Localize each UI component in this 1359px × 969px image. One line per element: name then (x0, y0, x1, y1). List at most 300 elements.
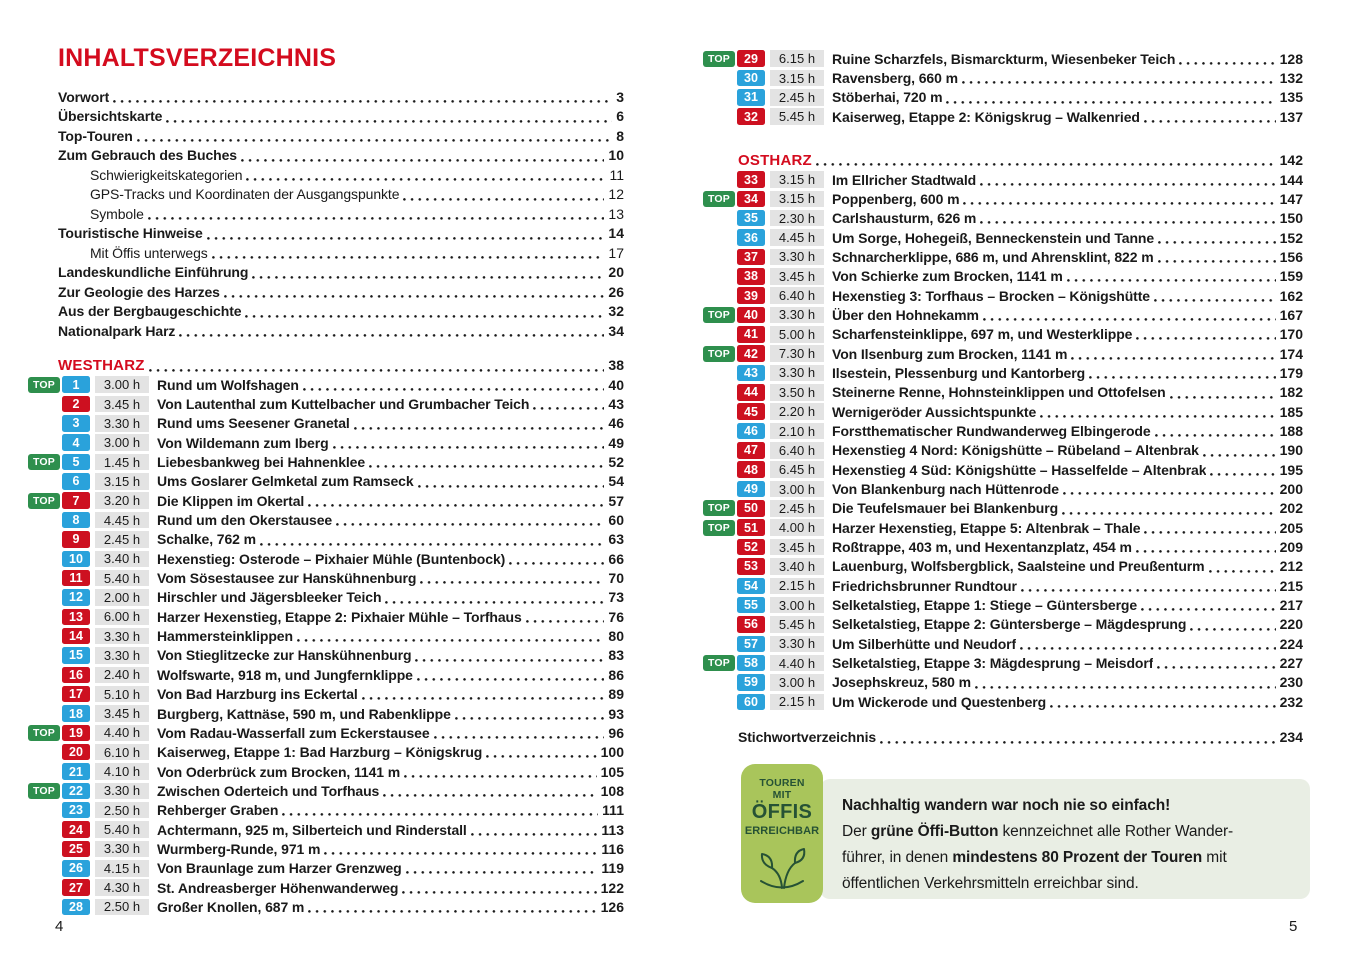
tour-duration: 4.45 h (770, 229, 824, 246)
tour-page-number: 209 (1279, 539, 1303, 556)
dot-leader (524, 607, 605, 626)
dot-leader (401, 185, 604, 205)
dot-leader (1152, 286, 1276, 305)
tour-number-badge: 26 (62, 860, 90, 877)
tour-number-badge: 31 (737, 89, 765, 106)
tour-number-badge: 28 (62, 899, 90, 916)
dot-leader (1139, 595, 1276, 614)
toc-entry-label: Nationalpark Harz (58, 322, 176, 339)
dot-leader (1155, 653, 1275, 672)
tour-duration: 2.10 h (770, 423, 824, 440)
tour-number-badge: 8 (62, 512, 90, 529)
tour-page-number: 96 (608, 724, 624, 741)
tour-duration: 3.15 h (770, 70, 824, 87)
dot-leader (1168, 383, 1276, 402)
tour-page-number: 232 (1279, 693, 1303, 710)
tour-title: Stöberhai, 720 m (832, 89, 943, 106)
offis-text (842, 793, 1292, 897)
tour-title: Ilsestein, Plessenburg und Kantorberg (832, 364, 1086, 381)
section-page-number: 38 (608, 357, 624, 374)
tour-number-badge: 14 (62, 628, 90, 645)
section-header (738, 150, 1303, 170)
tour-number-badge: 48 (737, 461, 765, 478)
toc-entry-page-number: 11 (609, 166, 624, 183)
tour-duration: 3.30 h (770, 365, 824, 382)
tour-title: Rund um Wolfshagen (157, 376, 299, 393)
tour-number-badge: 9 (62, 531, 90, 548)
tour-title: Hirschler und Jägersbleeker Teich (157, 589, 382, 606)
toc-entry-row (58, 126, 624, 146)
tour-number-badge: 5 (62, 454, 90, 471)
tour-number-badge: 49 (737, 481, 765, 498)
dot-leader (177, 321, 604, 341)
section-header (58, 356, 624, 376)
dot-leader (301, 375, 605, 394)
top-badge-slot (703, 655, 737, 671)
tour-number-badge: 42 (737, 345, 765, 362)
tour-duration: 4.15 h (95, 860, 149, 877)
tour-number-badge: 37 (737, 249, 765, 266)
tour-duration: 2.30 h (770, 210, 824, 227)
tour-page-number: 162 (1279, 287, 1303, 304)
tour-title: Um Silberhütte und Neudorf (832, 635, 1017, 652)
toc-tour-row (703, 170, 1303, 189)
dot-leader (383, 588, 604, 607)
toc-entry-row (58, 185, 624, 205)
dot-leader (1087, 363, 1276, 382)
toc-tour-row (28, 878, 624, 897)
tour-number-badge: 60 (737, 694, 765, 711)
tour-title: St. Andreasberger Höhenwanderweg (157, 879, 399, 896)
tour-number-badge: 12 (62, 589, 90, 606)
index-entry-row (703, 728, 1303, 748)
tour-page-number: 152 (1279, 229, 1303, 246)
tour-number-badge: 22 (62, 783, 90, 800)
top-badge: TOP (703, 655, 735, 671)
tour-page-number: 150 (1279, 210, 1303, 227)
tour-page-number: 86 (608, 666, 624, 683)
dot-leader (1038, 402, 1276, 421)
offis-badge-line: ÖFFIS (751, 801, 813, 823)
tour-duration: 5.00 h (770, 326, 824, 343)
tour-title: Von Lautenthal zum Kuttelbacher und Grumbacher Teich (157, 396, 530, 413)
tour-number-badge: 50 (737, 500, 765, 517)
tour-title: Harzer Hexenstieg, Etappe 5: Altenbrak – Thale (832, 519, 1141, 536)
tour-title: Harzer Hexenstieg, Etappe 2: Pixhaier Mühle – Torfhaus (157, 608, 522, 625)
tour-number-badge: 34 (737, 191, 765, 208)
tour-number-badge: 57 (737, 636, 765, 653)
dot-leader (973, 673, 1276, 692)
toc-tour-row (28, 685, 624, 704)
tour-page-number: 195 (1279, 461, 1303, 478)
tour-title: Liebesbankweg bei Hahnenklee (157, 454, 366, 471)
tour-duration: 3.15 h (95, 473, 149, 490)
tour-page-number: 167 (1279, 306, 1303, 323)
tour-page-number: 159 (1279, 268, 1303, 285)
dot-leader (1060, 499, 1276, 518)
tour-page-number: 128 (1279, 50, 1303, 67)
offis-text-segment: öffentlichen Verkehrsmitteln erreichbar sind. (842, 875, 1139, 892)
toc-tour-row (703, 634, 1303, 653)
toc-tour-row (28, 897, 624, 916)
toc-entry-label: Vorwort (58, 88, 110, 105)
top-badge: TOP (28, 454, 60, 470)
dot-leader (1153, 421, 1276, 440)
toc-tour-row (703, 576, 1303, 595)
dot-leader (243, 302, 604, 322)
toc-tour-row (703, 363, 1303, 382)
offis-text-bold: grüne Öffi-Button (870, 823, 999, 840)
dot-leader (404, 859, 598, 878)
tour-page-number: 188 (1279, 423, 1303, 440)
toc-tour-row (703, 692, 1303, 711)
tour-duration: 2.15 h (770, 578, 824, 595)
tour-number-badge: 23 (62, 802, 90, 819)
tour-duration: 5.40 h (95, 821, 149, 838)
section-title: WESTHARZ (58, 356, 145, 374)
tour-duration: 3.30 h (95, 783, 149, 800)
top-badge-slot (703, 346, 737, 362)
toc-entry-row (58, 243, 624, 263)
dot-leader (1065, 267, 1276, 286)
toc-tour-row (28, 839, 624, 858)
tour-number-badge: 41 (737, 326, 765, 343)
tour-number-badge: 38 (737, 268, 765, 285)
tour-page-number: 202 (1279, 500, 1303, 517)
toc-tour-row (28, 472, 624, 491)
toc-entry-page-number: 8 (616, 127, 624, 144)
toc-tour-row (28, 452, 624, 471)
dot-leader (432, 723, 605, 742)
top-badge-slot (703, 191, 737, 207)
tour-duration: 3.15 h (770, 191, 824, 208)
tour-number-badge: 32 (737, 108, 765, 125)
tour-page-number: 182 (1279, 384, 1303, 401)
tour-duration: 4.00 h (770, 519, 824, 536)
tour-duration: 6.00 h (95, 609, 149, 626)
westharz-tour-list-continued (703, 49, 1303, 126)
toc-entry-page-number: 3 (616, 88, 624, 105)
tour-page-number: 60 (608, 512, 624, 529)
dot-leader (352, 414, 605, 433)
dot-leader (258, 530, 604, 549)
tour-duration: 3.00 h (95, 376, 149, 393)
tour-duration: 4.10 h (95, 763, 149, 780)
tour-number-badge: 58 (737, 655, 765, 672)
tour-title: Wolfswarte, 918 m, und Jungfernklippe (157, 666, 413, 683)
toc-tour-row (703, 88, 1303, 107)
toc-entry-label: Schwierigkeitskategorien (90, 166, 243, 183)
tour-duration: 3.30 h (95, 628, 149, 645)
toc-entry-label: Übersichtskarte (58, 108, 163, 125)
tour-duration: 2.45 h (95, 531, 149, 548)
tour-page-number: 73 (608, 589, 624, 606)
tour-page-number: 54 (608, 473, 624, 490)
tour-duration: 6.45 h (770, 461, 824, 478)
tour-page-number: 217 (1279, 597, 1303, 614)
toc-tour-row (28, 530, 624, 549)
tour-title: Vom Sösestausee zur Hanskühnenburg (157, 570, 417, 587)
top-badge-slot (28, 725, 62, 741)
toc-entry-label: Symbole (90, 205, 144, 222)
tour-title: Hexenstieg: Osterode – Pixhaier Mühle (Buntenbock) (157, 550, 506, 567)
toc-entry-page-number: 26 (608, 283, 624, 300)
dot-leader (415, 665, 605, 684)
toc-tour-row (703, 286, 1303, 305)
toc-entry-row (58, 224, 624, 244)
dot-leader (1208, 460, 1275, 479)
tour-title: Ravensberg, 660 m (832, 70, 958, 87)
offis-info-box (820, 779, 1310, 899)
toc-tour-row (703, 557, 1303, 576)
tour-title: Josephskreuz, 580 m (832, 674, 971, 691)
dot-leader (469, 820, 598, 839)
dot-leader (111, 87, 612, 107)
toc-tour-row (28, 820, 624, 839)
dot-leader (961, 189, 1275, 208)
toc-tour-row (703, 537, 1303, 556)
tour-title: Achtermann, 925 m, Silberteich und Rinderstall (157, 821, 467, 838)
tour-title: Im Ellricher Stadtwald (832, 171, 977, 188)
top-badge: TOP (28, 493, 60, 509)
toc-tour-row (703, 518, 1303, 537)
toc-entry-row (58, 146, 624, 166)
tour-number-badge: 35 (737, 210, 765, 227)
tour-page-number: 49 (608, 434, 624, 451)
tour-title: Von Stieglitzecke zur Hanskühnenburg (157, 647, 412, 664)
left-page-number: 4 (55, 918, 64, 935)
toc-entry-page-number: 20 (608, 264, 624, 281)
tour-page-number: 105 (600, 763, 624, 780)
toc-tour-row (703, 325, 1303, 344)
dot-leader (400, 878, 596, 897)
tour-duration: 3.30 h (95, 415, 149, 432)
tour-title: Großer Knollen, 687 m (157, 898, 305, 915)
tour-page-number: 46 (608, 415, 624, 432)
tour-duration: 2.20 h (770, 403, 824, 420)
toc-tour-row (703, 228, 1303, 247)
tour-page-number: 89 (608, 686, 624, 703)
toc-tour-row (28, 414, 624, 433)
page-title: INHALTSVERZEICHNIS (58, 44, 337, 72)
toc-entry-page-number: 13 (608, 205, 624, 222)
tour-title: Um Sorge, Hohegeiß, Benneckenstein und Tanne (832, 229, 1155, 246)
tour-number-badge: 1 (62, 376, 90, 393)
tour-duration: 6.10 h (95, 744, 149, 761)
tour-page-number: 116 (601, 840, 624, 857)
tour-title: Selketalstieg, Etappe 3: Mägdesprung – Meisdorf (832, 655, 1154, 672)
top-badge: TOP (28, 783, 60, 799)
top-badge: TOP (703, 307, 735, 323)
tour-duration: 4.40 h (95, 725, 149, 742)
tour-duration: 3.45 h (770, 539, 824, 556)
dot-leader (531, 394, 604, 413)
tour-number-badge: 18 (62, 705, 90, 722)
tour-duration: 3.45 h (95, 705, 149, 722)
tour-number-badge: 10 (62, 551, 90, 568)
toc-tour-row (28, 588, 624, 607)
offis-text-bold: mindestens 80 Prozent der Touren (952, 849, 1203, 866)
tour-page-number: 76 (608, 608, 624, 625)
tour-number-badge: 45 (737, 403, 765, 420)
dot-leader (1156, 228, 1276, 247)
dot-leader (1201, 441, 1276, 460)
top-badge: TOP (703, 520, 735, 536)
tour-title: Ums Goslarer Gelmketal zum Ramseck (157, 473, 414, 490)
tour-duration: 3.30 h (95, 647, 149, 664)
tour-number-badge: 51 (737, 519, 765, 536)
tour-page-number: 57 (608, 492, 624, 509)
tour-duration: 2.45 h (770, 500, 824, 517)
tour-duration: 3.30 h (770, 636, 824, 653)
tour-page-number: 52 (608, 454, 624, 471)
tour-title: Lauenburg, Wolfsbergblick, Saalsteine und Preußenturm (832, 558, 1205, 575)
tour-page-number: 100 (600, 744, 624, 761)
dot-leader (367, 452, 604, 471)
tour-number-badge: 43 (737, 365, 765, 382)
tour-title: Kaiserweg, Etappe 1: Bad Harzburg – Königskrug (157, 744, 483, 761)
tour-number-badge: 15 (62, 647, 90, 664)
dot-leader (306, 491, 604, 510)
top-badge-slot (28, 377, 62, 393)
tour-page-number: 174 (1279, 345, 1303, 362)
toc-tour-row (703, 402, 1303, 421)
toc-tour-row (28, 626, 624, 645)
tour-page-number: 83 (608, 647, 624, 664)
tour-page-number: 224 (1279, 635, 1303, 652)
dot-leader (244, 165, 605, 185)
toc-tour-row (28, 394, 624, 413)
tour-title: Von Blankenburg nach Hüttenrode (832, 481, 1059, 498)
toc-entry-row (58, 263, 624, 283)
tour-duration: 3.15 h (770, 171, 824, 188)
tour-page-number: 144 (1279, 171, 1303, 188)
toc-tour-row (703, 247, 1303, 266)
tour-number-badge: 19 (62, 725, 90, 742)
tour-title: Hexenstieg 3: Torfhaus – Brocken – Königshütte (832, 287, 1150, 304)
toc-tour-row (703, 68, 1303, 87)
tour-duration: 4.30 h (95, 879, 149, 896)
tour-number-badge: 11 (62, 570, 90, 587)
tour-number-badge: 27 (62, 879, 90, 896)
tour-number-badge: 36 (737, 229, 765, 246)
toc-tour-row (28, 375, 624, 394)
toc-entry-label: Zum Gebrauch des Buches (58, 147, 237, 164)
tour-title: Carlshausturm, 626 m (832, 210, 977, 227)
top-badge: TOP (703, 346, 735, 362)
tour-duration: 2.50 h (95, 899, 149, 916)
dot-leader (222, 282, 605, 302)
tour-title: Selketalstieg, Etappe 1: Stiege – Güntersberge (832, 597, 1138, 614)
tour-duration: 3.00 h (95, 434, 149, 451)
toc-tour-row (703, 209, 1303, 228)
dot-leader (1188, 615, 1275, 634)
tour-duration: 6.40 h (770, 442, 824, 459)
tour-title: Von Oderbrück zum Brocken, 1141 m (157, 763, 401, 780)
dot-leader (322, 839, 597, 858)
toc-entry-row (58, 107, 624, 127)
tour-title: Forstthematischer Rundwanderweg Elbingerode (832, 423, 1151, 440)
dot-leader (1048, 692, 1276, 711)
toc-entry-page-number: 17 (608, 244, 624, 261)
dot-leader (210, 243, 605, 263)
offis-text-segment: führer, in denen (842, 849, 953, 866)
tour-title: Ruine Scharzfels, Bismarckturm, Wiesenbeker Teich (832, 50, 1176, 67)
dot-leader (416, 472, 605, 491)
toc-tour-row (28, 801, 624, 820)
dot-leader (878, 728, 1276, 748)
tour-page-number: 126 (600, 898, 624, 915)
toc-tour-row (703, 189, 1303, 208)
tour-page-number: 93 (608, 705, 624, 722)
dot-leader (978, 209, 1275, 228)
toc-tour-row (28, 491, 624, 510)
tour-title: Die Klippen im Okertal (157, 492, 305, 509)
tour-title: Die Teufelsmauer bei Blankenburg (832, 500, 1059, 517)
dot-leader (1142, 518, 1275, 537)
top-badge: TOP (703, 500, 735, 516)
tour-page-number: 215 (1279, 577, 1303, 594)
tour-title: Rund ums Seesener Granetal (157, 415, 350, 432)
dot-leader (1207, 557, 1276, 576)
tour-title: Schnarcherklippe, 686 m, und Ahrensklint, 822 m (832, 248, 1154, 265)
toc-tour-row (703, 49, 1303, 68)
dot-leader (453, 704, 605, 723)
tour-number-badge: 55 (737, 597, 765, 614)
top-badge: TOP (703, 51, 735, 67)
dot-leader (484, 743, 596, 762)
tour-page-number: 137 (1279, 108, 1303, 125)
toc-entry-label: Mit Öffis unterwegs (90, 244, 208, 261)
tour-title: Steinerne Renne, Hohnsteinklippen und Ottofelsen (832, 384, 1166, 401)
tour-number-badge: 24 (62, 821, 90, 838)
tour-title: Zwischen Oderteich und Torfhaus (157, 782, 380, 799)
westharz-tour-list (28, 356, 624, 917)
tour-page-number: 40 (608, 376, 624, 393)
toc-tour-row (28, 859, 624, 878)
tour-title: Von Bad Harzburg ins Eckertal (157, 686, 358, 703)
dot-leader (1177, 49, 1275, 68)
tour-title: Von Braunlage zum Harzer Grenzweg (157, 860, 402, 877)
tour-duration: 7.30 h (770, 345, 824, 362)
toc-tour-row (703, 383, 1303, 402)
toc-tour-row (28, 743, 624, 762)
toc-tour-row (703, 499, 1303, 518)
top-badge-slot (703, 500, 737, 516)
tour-number-badge: 46 (737, 423, 765, 440)
tour-page-number: 200 (1279, 481, 1303, 498)
top-badge-slot (28, 493, 62, 509)
toc-entry-label: Aus der Bergbaugeschichte (58, 303, 242, 320)
tour-number-badge: 54 (737, 578, 765, 595)
dot-leader (135, 126, 613, 146)
tour-duration: 5.10 h (95, 686, 149, 703)
tour-duration: 3.30 h (770, 249, 824, 266)
dot-leader (978, 170, 1276, 189)
toc-entry-page-number: 14 (608, 225, 624, 242)
tour-title: Von Wildemann zum Iberg (157, 434, 329, 451)
toc-entry-row (58, 87, 624, 107)
toc-tour-row (28, 781, 624, 800)
dot-leader (147, 356, 605, 376)
dot-leader (981, 305, 1276, 324)
tour-duration: 5.45 h (770, 616, 824, 633)
tour-page-number: 122 (600, 879, 624, 896)
dot-leader (164, 107, 612, 127)
tour-duration: 5.40 h (95, 570, 149, 587)
offis-text-segment: mit (1202, 849, 1227, 866)
toc-entry-page-number: 34 (608, 322, 624, 339)
